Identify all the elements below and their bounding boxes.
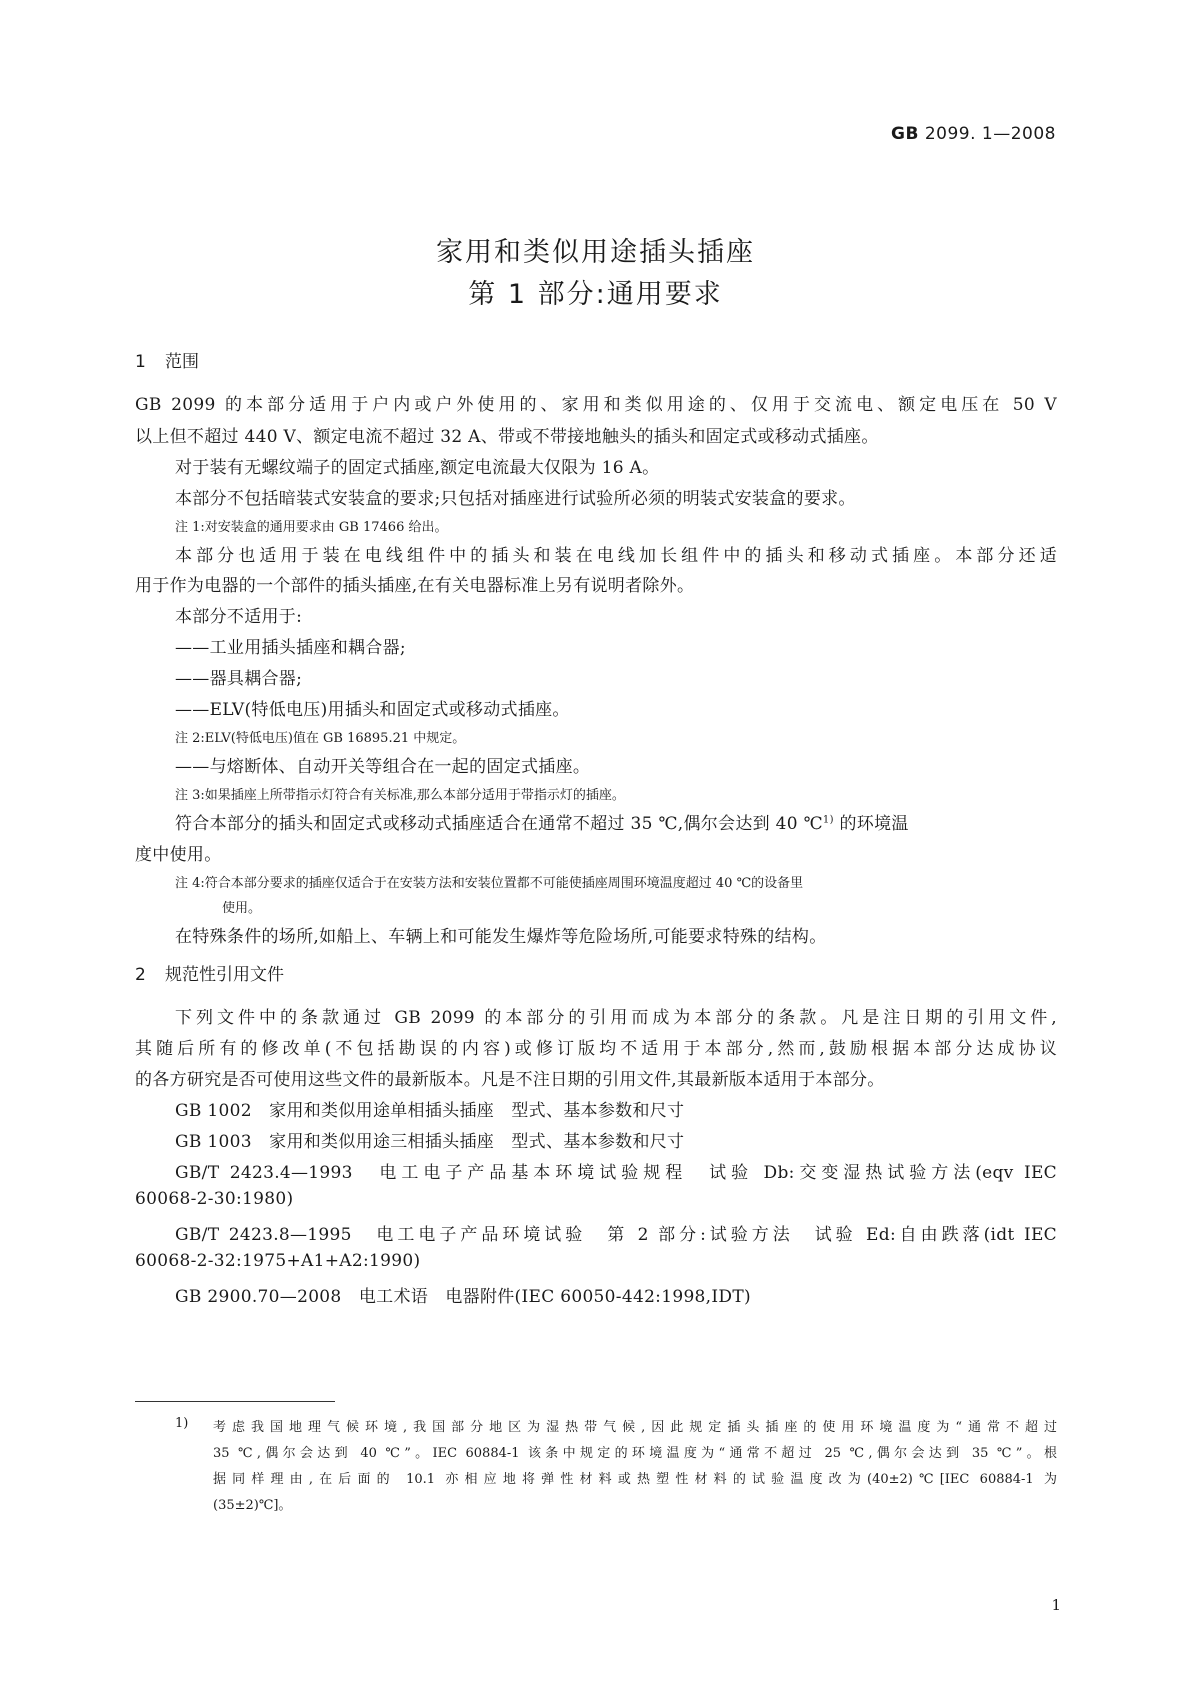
- reference-item: GB/T 2423.4—1993 电工电子产品基本环境试验规程 试验 Db:交变湿热试验方法(eqv IEC: [175, 1163, 1057, 1183]
- reference-item: GB 1003 家用和类似用途三相插头插座 型式、基本参数和尺寸: [175, 1132, 685, 1152]
- note-4-continued: 使用。: [222, 901, 262, 916]
- footnote-marker: 1): [175, 1416, 189, 1431]
- list-item: ——器具耦合器;: [175, 669, 303, 689]
- note-2: 注 2:ELV(特低电压)值在 GB 16895.21 中规定。: [175, 731, 466, 746]
- reference-item: GB 2900.70—2008 电工术语 电器附件(IEC 60050-442:1998,IDT): [175, 1287, 751, 1307]
- page-number: 1: [1051, 1596, 1061, 1614]
- footnote-divider: [135, 1401, 335, 1402]
- standard-code: GB 2099. 1—2008: [891, 124, 1056, 144]
- note-3: 注 3:如果插座上所带指示灯符合有关标准,那么本部分适用于带指示灯的插座。: [175, 788, 625, 803]
- paragraph-line: 度中使用。: [135, 845, 222, 865]
- paragraph-line: 对于装有无螺纹端子的固定式插座,额定电流最大仅限为 16 A。: [175, 458, 660, 478]
- list-item: ——工业用插头插座和耦合器;: [175, 638, 406, 658]
- reference-item-continued: 60068-2-30:1980): [135, 1189, 294, 1209]
- note-1: 注 1:对安装盒的通用要求由 GB 17466 给出。: [175, 520, 448, 535]
- document-subtitle: 第 1 部分:通用要求: [468, 279, 723, 310]
- paragraph-line: 在特殊条件的场所,如船上、车辆上和可能发生爆炸等危险场所,可能要求特殊的结构。: [175, 927, 827, 947]
- document-title: 家用和类似用途插头插座: [436, 237, 755, 268]
- footnote-line: 35 ℃,偶尔会达到 40 ℃”。IEC 60884-1 该条中规定的环境温度为“通常不超过 25 ℃,偶尔会达到 35 ℃”。根: [213, 1446, 1057, 1461]
- paragraph-line: 用于作为电器的一个部件的插头插座,在有关电器标准上另有说明者除外。: [135, 576, 695, 596]
- reference-item-continued: 60068-2-32:1975+A1+A2:1990): [135, 1251, 421, 1271]
- paragraph-line: 的各方研究是否可使用这些文件的最新版本。凡是不注日期的引用文件,其最新版本适用于本部分。: [135, 1070, 885, 1090]
- footnote-line: 据同样理由,在后面的 10.1 亦相应地将弹性材料或热塑性材料的试验温度改为(40±2)℃[IEC 60884-1 为: [213, 1472, 1057, 1487]
- paragraph-line: 本部分不包括暗装式安装盒的要求;只包括对插座进行试验所必须的明装式安装盒的要求。: [175, 489, 856, 509]
- list-item: ——ELV(特低电压)用插头和固定式或移动式插座。: [175, 700, 570, 720]
- reference-item: GB/T 2423.8—1995 电工电子产品环境试验 第 2 部分:试验方法 试验 Ed:自由跌落(idt IEC: [175, 1225, 1057, 1245]
- paragraph-line: 本部分不适用于:: [175, 607, 303, 627]
- list-item: ——与熔断体、自动开关等组合在一起的固定式插座。: [175, 757, 591, 777]
- paragraph-line: 符合本部分的插头和固定式或移动式插座适合在通常不超过 35 ℃,偶尔会达到 40 ℃$^{1)}$ 的环境温: [175, 814, 909, 834]
- section-2-heading: 2 规范性引用文件: [135, 965, 284, 985]
- footnote-line: (35±2)℃]。: [213, 1498, 292, 1513]
- paragraph-line: 下列文件中的条款通过 GB 2099 的本部分的引用而成为本部分的条款。凡是注日期的引用文件,: [175, 1008, 1057, 1028]
- section-1-heading: 1 范围: [135, 352, 199, 372]
- note-4: 注 4:符合本部分要求的插座仅适合于在安装方法和安装位置都不可能使插座周围环境温度超过 40 ℃的设备里: [175, 876, 804, 891]
- paragraph-line: 以上但不超过 440 V、额定电流不超过 32 A、带或不带接地触头的插头和固定式或移动式插座。: [135, 427, 879, 447]
- footnote-line: 考虑我国地理气候环境,我国部分地区为湿热带气候,因此规定插头插座的使用环境温度为“通常不超过: [213, 1420, 1057, 1435]
- paragraph-line: 本部分也适用于装在电线组件中的插头和装在电线加长组件中的插头和移动式插座。本部分还适: [175, 546, 1057, 566]
- paragraph-line: GB 2099 的本部分适用于户内或户外使用的、家用和类似用途的、仅用于交流电、额定电压在 50 V: [135, 395, 1057, 415]
- reference-item: GB 1002 家用和类似用途单相插头插座 型式、基本参数和尺寸: [175, 1101, 685, 1121]
- paragraph-line: 其随后所有的修改单(不包括勘误的内容)或修订版均不适用于本部分,然而,鼓励根据本部分达成协议: [135, 1039, 1057, 1059]
